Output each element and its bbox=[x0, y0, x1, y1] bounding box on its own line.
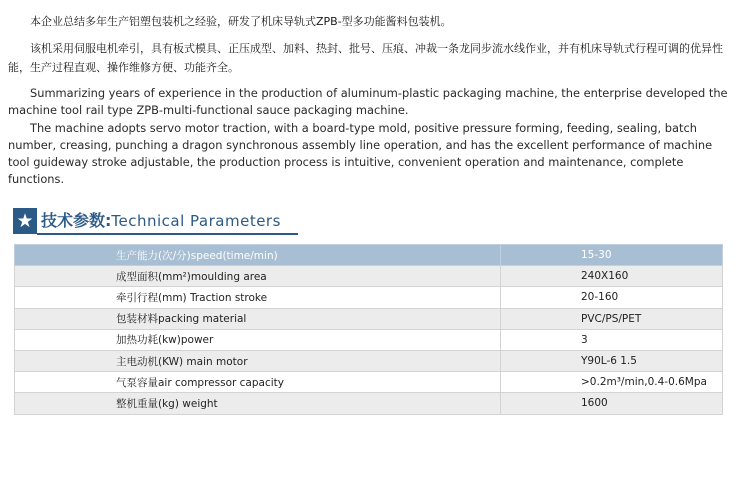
section-heading bbox=[41, 210, 281, 232]
section-title-cn: 技术参数: bbox=[41, 211, 112, 230]
title-underline bbox=[37, 233, 298, 235]
title-badge bbox=[13, 208, 37, 234]
table-row bbox=[15, 287, 723, 308]
param-label: 生产能力(次/分)speed(time/min) bbox=[15, 245, 501, 266]
table-row bbox=[15, 266, 723, 287]
param-value: 20-160 bbox=[501, 287, 723, 308]
param-label: 成型面积(mm²)moulding area bbox=[15, 266, 501, 287]
intro-cn-paragraph-1: 本企业总结多年生产铝塑包装机之经验，研发了机床导轨式ZPB-型多功能酱料包装机。 bbox=[30, 15, 452, 28]
intro-en-paragraph-2: The machine adopts servo motor traction, with a board-type mold, positive pressure forming, feeding, sealing, batch number, creasing, punching a dragon synchronous assembly line operation, and has the excellent performance of machine tool guideway stroke adjustable, the production process is intuitive, convenient operation and maintenance, complete functions. bbox=[8, 121, 713, 186]
param-label: 包装材料packing material bbox=[15, 308, 501, 329]
param-value: >0.2m³/min,0.4-0.6Mpa bbox=[501, 372, 723, 393]
table-row bbox=[15, 372, 723, 393]
param-value: 3 bbox=[501, 329, 723, 350]
table-row bbox=[15, 350, 723, 371]
table-row bbox=[15, 329, 723, 350]
param-label: 气泵容量air compressor capacity bbox=[15, 372, 501, 393]
intro-en-paragraph-1: Summarizing years of experience in the production of aluminum-plastic packaging machine, the enterprise developed the machine tool rail type ZPB-multi-functional sauce packaging machine. bbox=[8, 86, 728, 117]
param-value: 1600 bbox=[501, 393, 723, 414]
param-label: 主电动机(KW) main motor bbox=[15, 350, 501, 371]
param-value: Y90L-6 1.5 bbox=[501, 350, 723, 371]
param-label: 加热功耗(kw)power bbox=[15, 329, 501, 350]
param-value: 240X160 bbox=[501, 266, 723, 287]
param-value: 15-30 bbox=[501, 245, 723, 266]
intro-cn-paragraph-2: 该机采用伺服电机牵引，具有板式模具、正压成型、加料、热封、批号、压痕、冲裁一条龙同步流水线作业，并有机床导轨式行程可调的优异性能，生产过程直观、操作维修方便、功能齐全。 bbox=[8, 42, 723, 74]
star-icon: ★ bbox=[16, 210, 34, 232]
param-value: PVC/PS/PET bbox=[501, 308, 723, 329]
section-title-en: Technical Parameters bbox=[111, 212, 281, 230]
param-label: 整机重量(kg) weight bbox=[15, 393, 501, 414]
table-row bbox=[15, 393, 723, 414]
table-row bbox=[15, 245, 723, 266]
section-title bbox=[13, 208, 298, 235]
parameters-table bbox=[14, 244, 723, 415]
param-label: 牵引行程(mm) Traction stroke bbox=[15, 287, 501, 308]
table-row bbox=[15, 308, 723, 329]
